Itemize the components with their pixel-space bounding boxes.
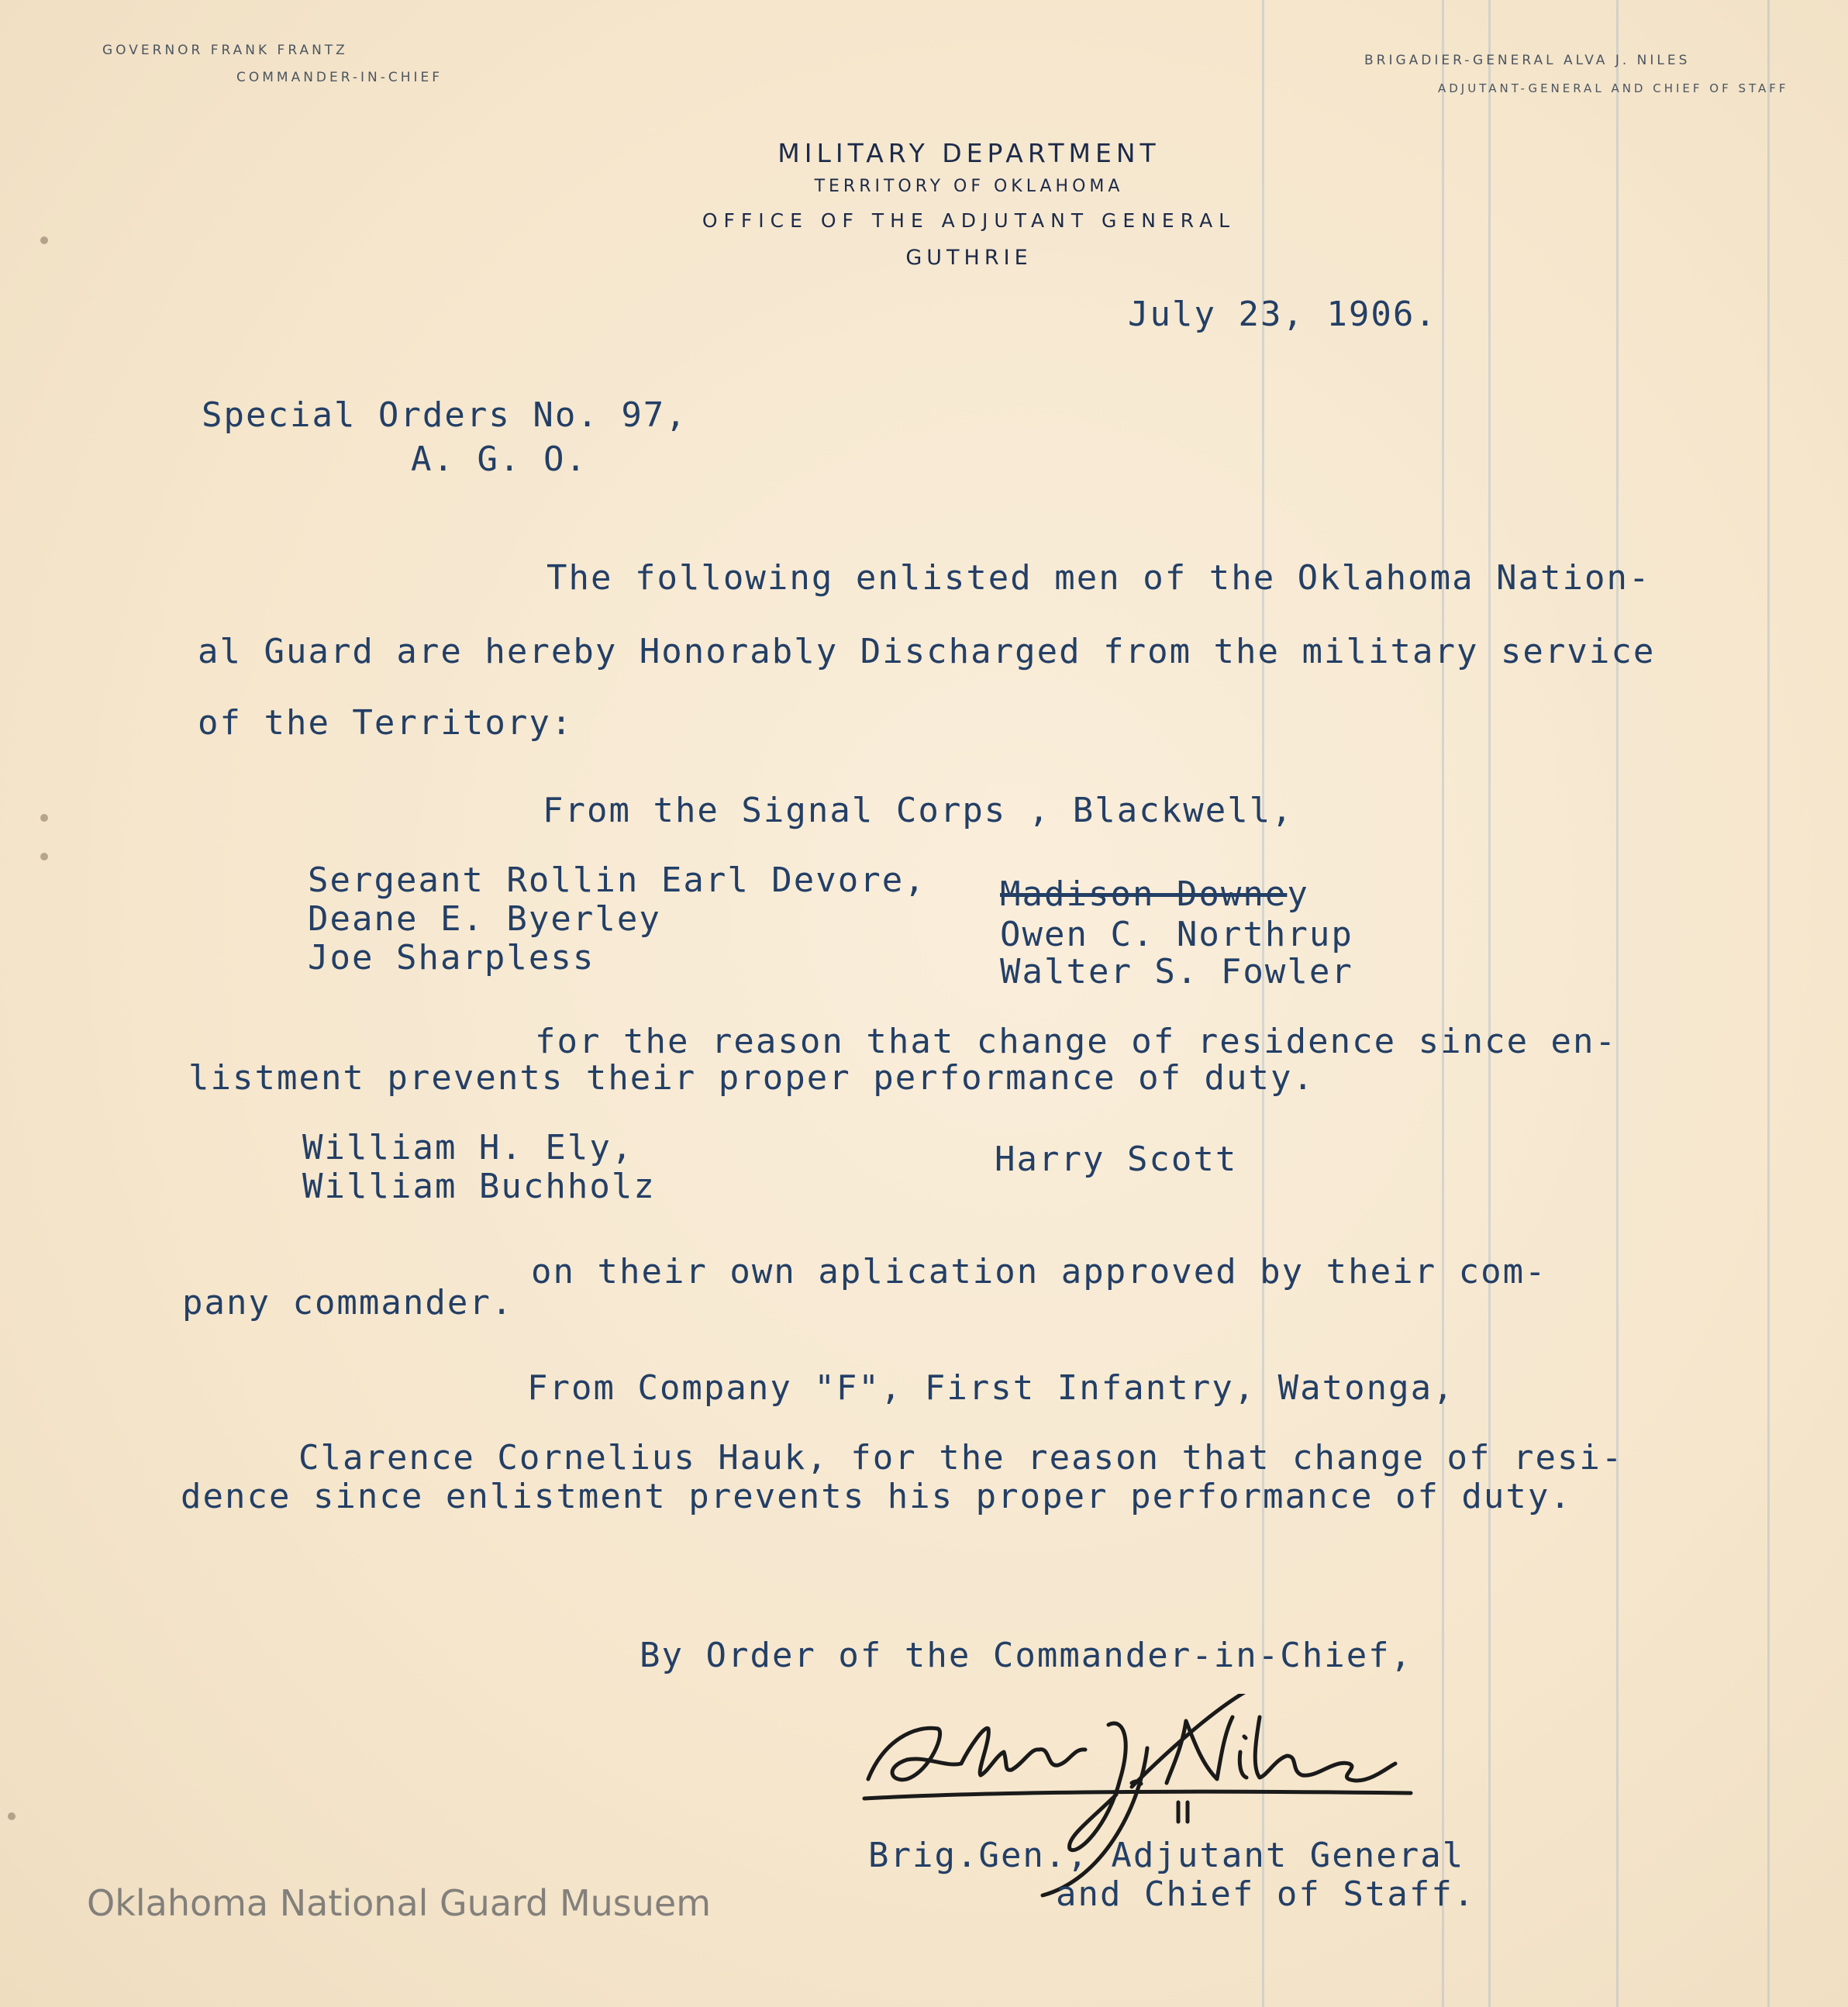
letter-date: July 23, 1906. bbox=[1128, 295, 1437, 334]
general-name: BRIGADIER-GENERAL ALVA J. NILES bbox=[1364, 53, 1691, 68]
order-office: A. G. O. bbox=[411, 440, 588, 479]
discharged-name: William H. Ely, bbox=[302, 1128, 634, 1167]
office-heading: OFFICE OF THE ADJUTANT GENERAL bbox=[702, 209, 1236, 232]
body-line: The following enlisted men of the Oklahoma Nation- bbox=[546, 558, 1651, 598]
general-title: ADJUTANT-GENERAL AND CHIEF OF STAFF bbox=[1438, 81, 1789, 95]
governor-title: COMMANDER-IN-CHIEF bbox=[236, 70, 443, 85]
tack-hole bbox=[40, 814, 48, 822]
discharged-name: Joe Sharpless bbox=[308, 938, 595, 978]
signer-title-2: and Chief of Staff. bbox=[1056, 1874, 1476, 1914]
department-heading: MILITARY DEPARTMENT bbox=[777, 138, 1160, 168]
discharged-name: Owen C. Northrup bbox=[1000, 915, 1353, 954]
signer-title-1: Brig.Gen., Adjutant General bbox=[868, 1836, 1465, 1875]
discharged-name: Deane E. Byerley bbox=[308, 899, 661, 939]
struck-tail: y bbox=[1287, 874, 1309, 914]
city-heading: GUTHRIE bbox=[905, 246, 1033, 270]
reason-line: pany commander. bbox=[182, 1283, 514, 1322]
museum-watermark: Oklahoma National Guard Musuem bbox=[87, 1882, 712, 1924]
unit-heading: From the Signal Corps , Blackwell, bbox=[543, 791, 1294, 830]
reason-line: on their own aplication approved by their com- bbox=[531, 1252, 1547, 1291]
governor-name: GOVERNOR FRANK FRANTZ bbox=[102, 43, 348, 58]
by-order-line: By Order of the Commander-in-Chief, bbox=[640, 1636, 1413, 1675]
tack-hole bbox=[40, 853, 48, 860]
ruled-line bbox=[1616, 0, 1619, 2007]
tack-hole bbox=[40, 236, 48, 244]
ruled-line bbox=[1767, 0, 1770, 2007]
body-line: al Guard are hereby Honorably Discharged from the military service bbox=[198, 632, 1656, 671]
discharged-name: Sergeant Rollin Earl Devore, bbox=[308, 860, 926, 900]
territory-heading: TERRITORY OF OKLAHOMA bbox=[814, 177, 1124, 196]
reason-line: for the reason that change of residence since en- bbox=[535, 1022, 1618, 1061]
tack-hole bbox=[8, 1812, 16, 1820]
body-line: of the Territory: bbox=[198, 703, 574, 743]
struck-name bbox=[1000, 874, 1309, 914]
body-line: Clarence Cornelius Hauk, for the reason that change of resi- bbox=[298, 1438, 1624, 1478]
discharged-name: Harry Scott bbox=[995, 1140, 1238, 1179]
unit-heading: From Company "F", First Infantry, Watonga, bbox=[527, 1368, 1455, 1408]
body-line: dence since enlistment prevents his proper performance of duty. bbox=[181, 1477, 1572, 1516]
order-number: Special Orders No. 97, bbox=[202, 395, 688, 435]
reason-line: listment prevents their proper performance of duty. bbox=[188, 1058, 1315, 1098]
discharged-name: Walter S. Fowler bbox=[1000, 952, 1353, 991]
struck-text: Madison Downe bbox=[1000, 874, 1288, 914]
discharged-name: William Buchholz bbox=[302, 1167, 656, 1206]
